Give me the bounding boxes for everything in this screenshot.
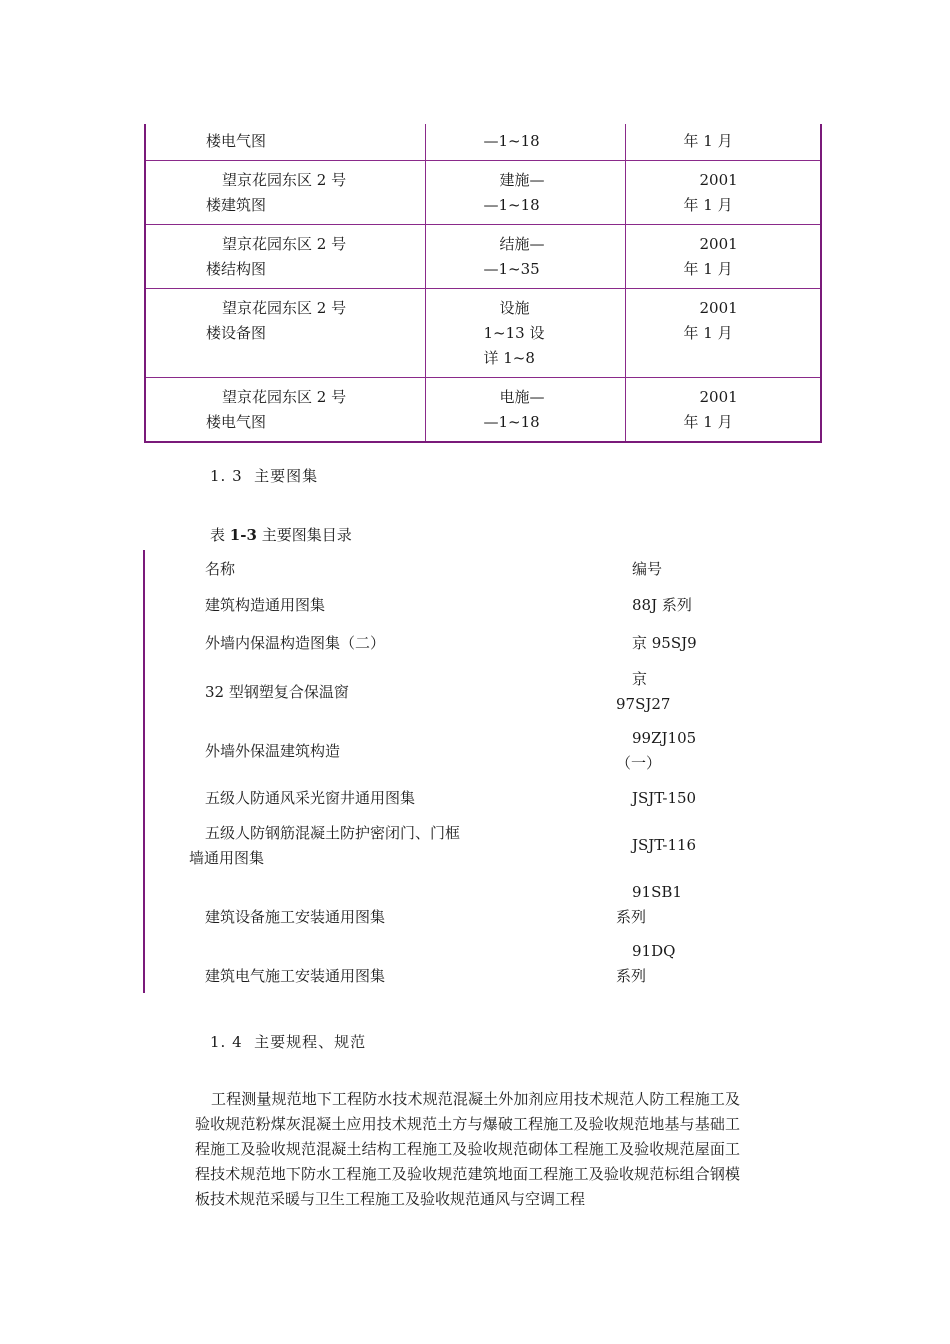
cell-line: 设施 (499, 299, 530, 317)
drawing-name-cell (145, 289, 425, 378)
cell-line: 楼建筑图 (206, 196, 267, 214)
cell-line: 结施— (499, 235, 545, 253)
table-row (145, 161, 821, 225)
table-row (145, 378, 821, 443)
caption-number: 1-3 (229, 526, 257, 544)
cell-line: 91DQ (632, 942, 676, 960)
drawing-code-cell (425, 225, 625, 289)
cell-line: 望京花园东区 2 号 (222, 235, 347, 253)
drawing-name-cell (145, 378, 425, 443)
section-heading-1-3 (210, 465, 318, 486)
table-row (145, 289, 821, 378)
cell-line: 系列 (616, 967, 647, 985)
atlas-code (616, 726, 697, 776)
atlas-name (189, 821, 461, 871)
atlas-name: 外墙内保温构造图集（二） (205, 634, 386, 652)
cell-line: 京 (632, 670, 648, 688)
atlas-name: 建筑构造通用图集 (205, 596, 326, 614)
cell-line: —1~18 (483, 132, 540, 150)
drawing-date-cell (625, 124, 821, 161)
cell-line: （一） (616, 754, 662, 772)
cell-line: 年 1 月 (683, 132, 733, 150)
cell-line: 97SJ27 (616, 695, 671, 713)
cell-line: 系列 (616, 908, 647, 926)
cell-line: 2001 (699, 235, 738, 253)
cell-line: 楼电气图 (206, 132, 267, 150)
drawing-name-cell (145, 161, 425, 225)
section-heading-1-4 (210, 1031, 366, 1052)
drawing-name-cell (145, 225, 425, 289)
atlas-code (616, 667, 671, 717)
cell-line: 91SB1 (632, 883, 682, 901)
header-name: 名称 (205, 560, 236, 578)
cell-line: 楼电气图 (206, 413, 267, 431)
cell-line: 详 1~8 (483, 349, 535, 367)
atlas-table (143, 550, 765, 993)
table-row (145, 225, 821, 289)
atlas-code (616, 939, 676, 989)
cell-line: 年 1 月 (683, 324, 733, 342)
atlas-code: 京 95SJ9 (632, 634, 697, 652)
cell-line: 99ZJ105 (632, 729, 697, 747)
section-title: 主要图集 (254, 467, 319, 485)
drawing-date-cell (625, 289, 821, 378)
standards-paragraph: 工程测量规范地下工程防水技术规范混凝土外加剂应用技术规范人防工程施工及验收规范粉煤灰混凝土应用技术规范土方与爆破工程施工及验收规范地基与基础工程施工及验收规范混凝土结构工程施工及验收规范砌体工程施工及验收规范屋面工程技术规范地下防水工程施工及验收规范建筑地面工程施工及验收规范标组合钢模板技术规范采暖与卫生工程施工及验收规范通风与空调工程 (195, 1090, 740, 1208)
atlas-code: JSJT-150 (632, 789, 697, 807)
drawing-code-cell (425, 378, 625, 443)
atlas-code (616, 880, 682, 930)
cell-line: 建施— (499, 171, 545, 189)
cell-line: 楼结构图 (206, 260, 267, 278)
drawing-date-cell (625, 225, 821, 289)
cell-line: 墙通用图集 (189, 849, 265, 867)
table-caption (210, 524, 352, 545)
drawing-name-cell (145, 124, 425, 161)
table-row (145, 124, 821, 161)
atlas-code: 88J 系列 (632, 596, 692, 614)
atlas-code: JSJT-116 (632, 836, 697, 854)
cell-line: 望京花园东区 2 号 (222, 299, 347, 317)
cell-line: 望京花园东区 2 号 (222, 171, 347, 189)
cell-line: 年 1 月 (683, 413, 733, 431)
cell-line: 2001 (699, 388, 738, 406)
atlas-name: 建筑电气施工安装通用图集 (205, 967, 386, 985)
drawing-code-cell (425, 161, 625, 225)
section-number: 1. 4 (210, 1033, 243, 1051)
drawing-date-cell (625, 161, 821, 225)
cell-line: 1~13 设 (483, 324, 545, 342)
section-title: 主要规程、规范 (254, 1033, 367, 1051)
cell-line: 电施— (499, 388, 545, 406)
cell-line: 年 1 月 (683, 260, 733, 278)
drawing-code-cell (425, 124, 625, 161)
cell-line: 2001 (699, 299, 738, 317)
cell-line: —1~35 (483, 260, 540, 278)
caption-prefix: 表 (210, 526, 226, 544)
drawing-code-cell (425, 289, 625, 378)
cell-line: 2001 (699, 171, 738, 189)
atlas-name: 建筑设备施工安装通用图集 (205, 908, 386, 926)
cell-line: —1~18 (483, 413, 540, 431)
drawings-table (144, 124, 822, 443)
atlas-name: 外墙外保温建筑构造 (205, 742, 341, 760)
cell-line: 楼设备图 (206, 324, 267, 342)
section-number: 1. 3 (210, 467, 243, 485)
atlas-name: 32 型钢塑复合保温窗 (205, 683, 349, 701)
atlas-name: 五级人防通风采光窗井通用图集 (205, 789, 416, 807)
cell-line: —1~18 (483, 196, 540, 214)
cell-line: 望京花园东区 2 号 (222, 388, 347, 406)
caption-title: 主要图集目录 (261, 526, 352, 544)
drawing-date-cell (625, 378, 821, 443)
header-code: 编号 (632, 560, 663, 578)
cell-line: 五级人防钢筋混凝土防护密闭门、门框 (205, 824, 461, 842)
cell-line: 年 1 月 (683, 196, 733, 214)
